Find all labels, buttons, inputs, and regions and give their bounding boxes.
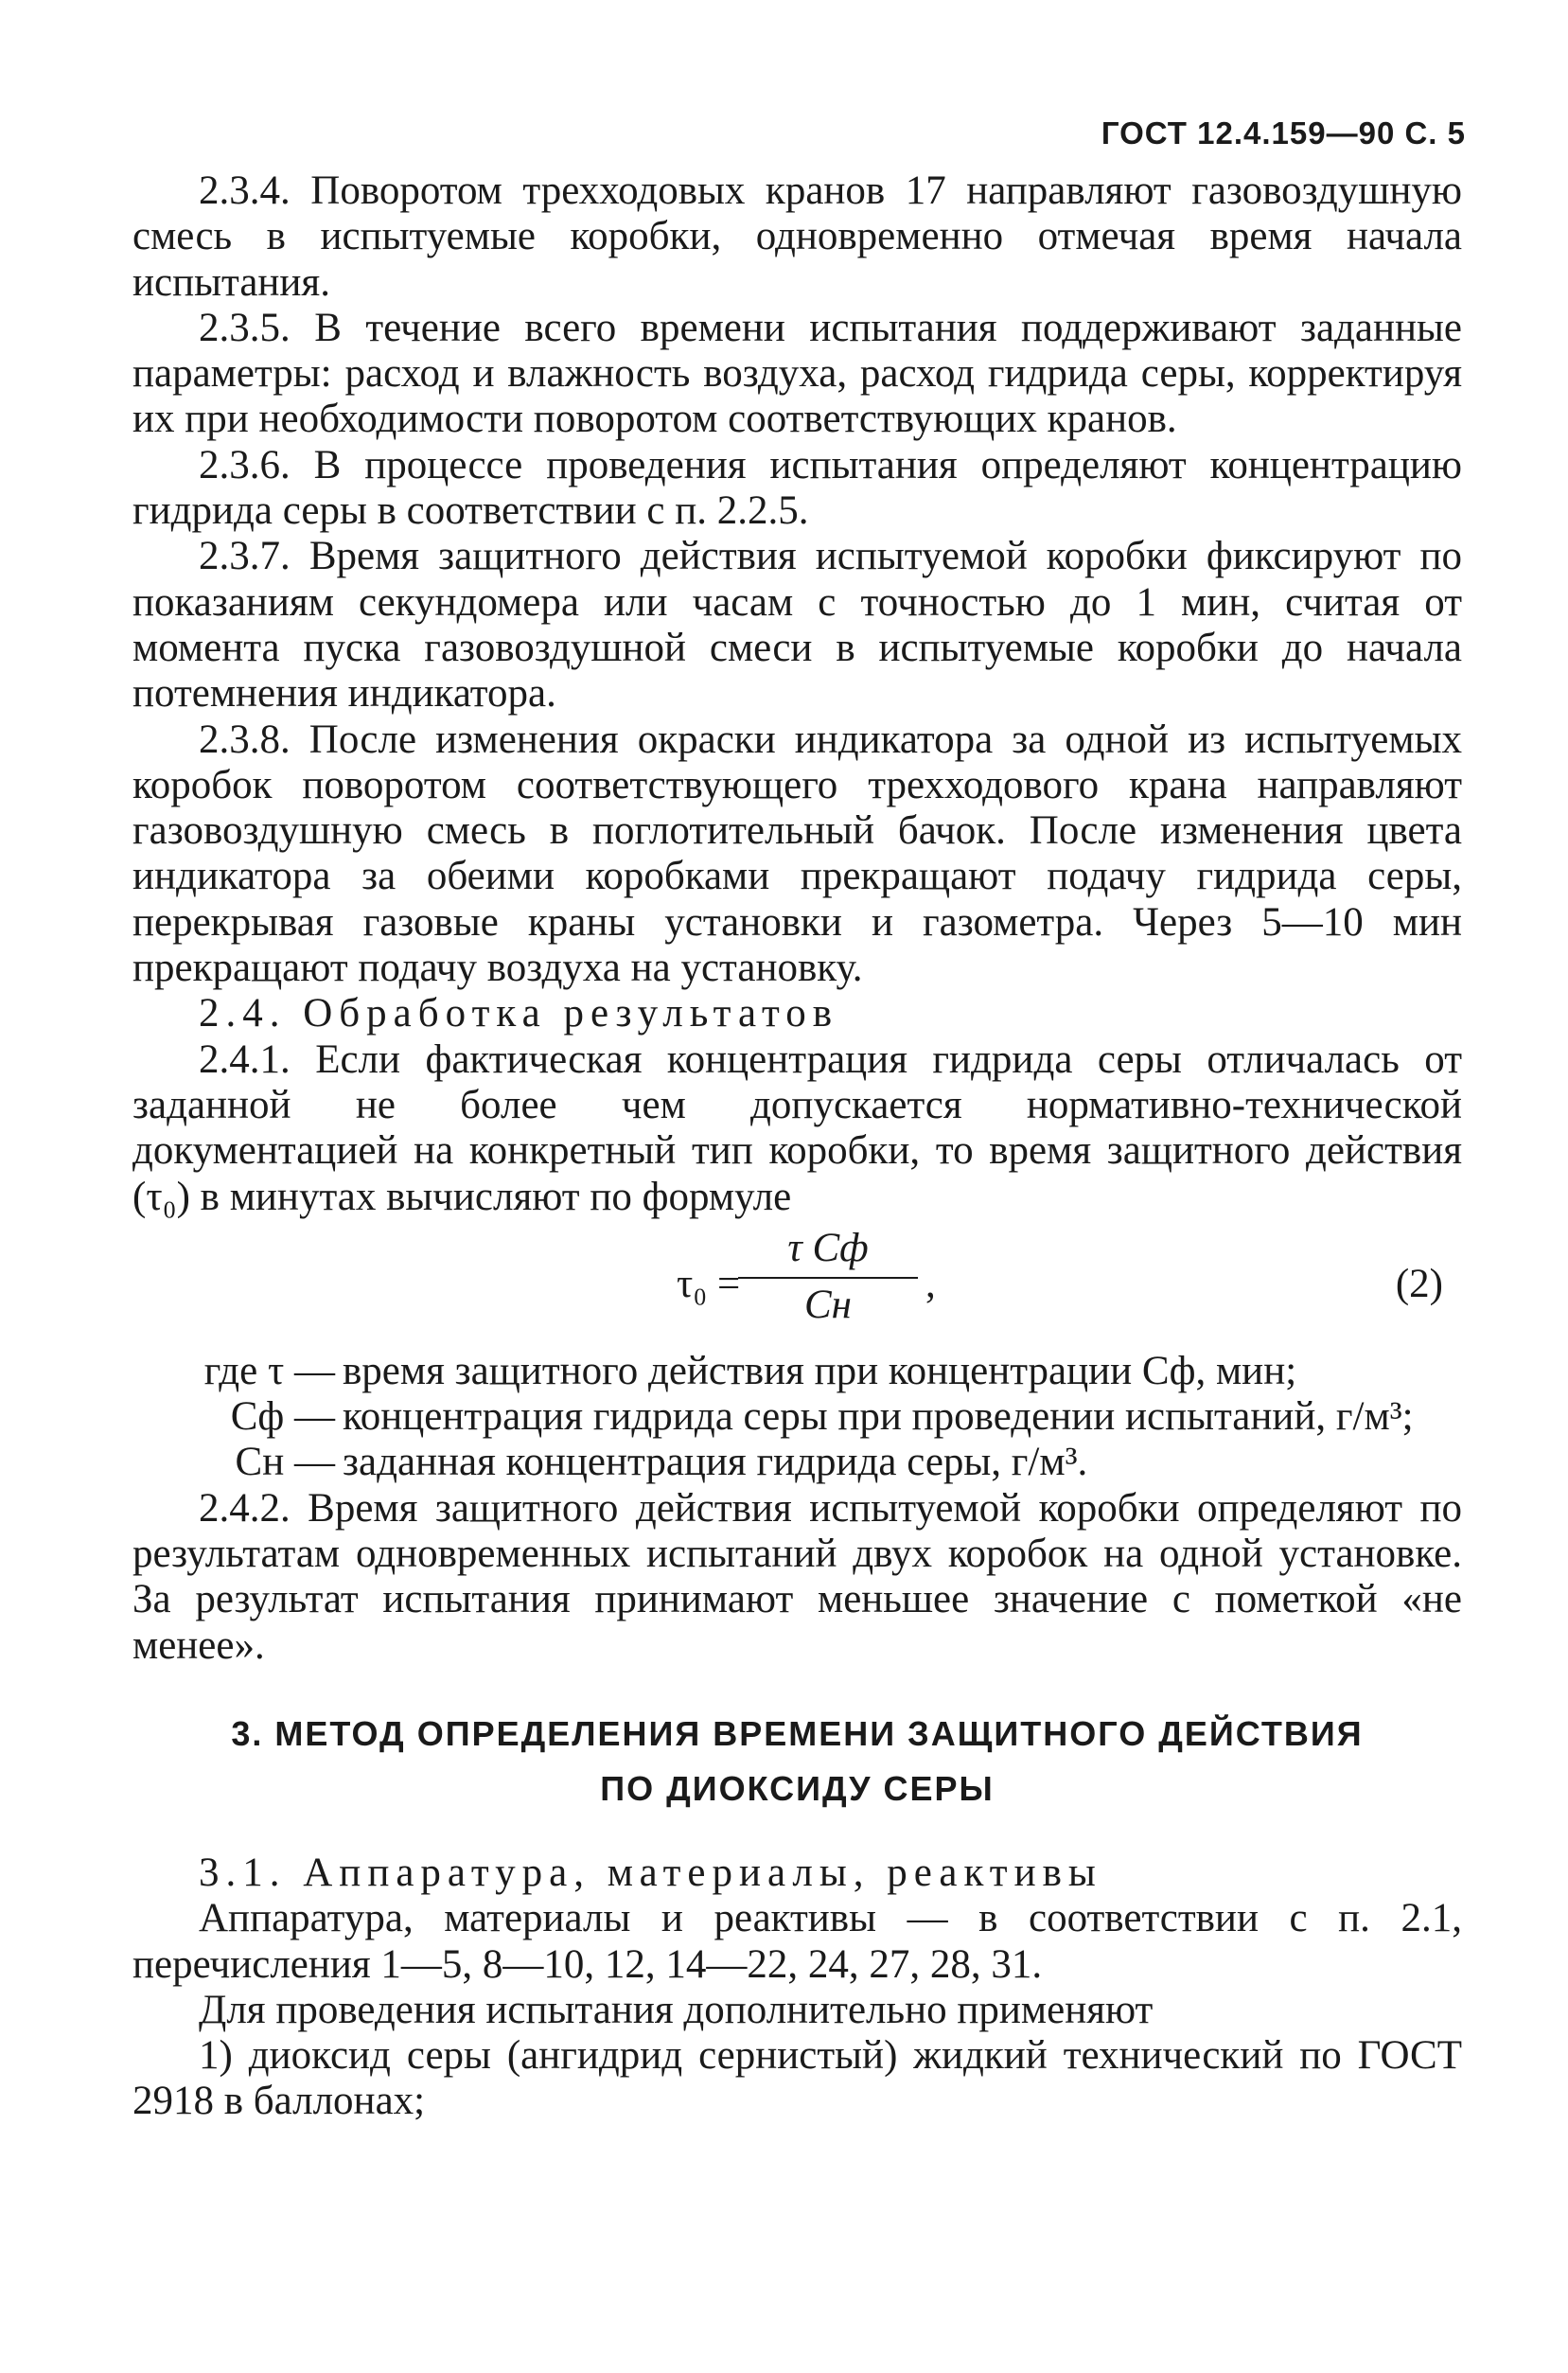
heading-3-1: 3.1. Аппаратура, материалы, реактивы (199, 1850, 1102, 1895)
formula-legend (132, 1349, 1462, 1486)
page-header: ГОСТ 12.4.159—90 С. 5 (1101, 115, 1466, 151)
legend-symbol: где τ — (203, 1348, 335, 1393)
formula-denominator: Cн (803, 1282, 852, 1327)
paragraph-2-3-4: 2.3.4. Поворотом трехходовых кранов 17 направляют газовоздушную смесь в испытуемые коробки, одновременно отмечая время начала испытания. (132, 168, 1462, 305)
legend-symbol: Cф — (230, 1394, 335, 1440)
legend-row (132, 1440, 1462, 1485)
formula-comma: , (925, 1261, 936, 1306)
legend-text: время защитного действия при концентрации Cф, мин; (343, 1348, 1297, 1393)
legend-text: заданная концентрация гидрида серы, г/м³. (343, 1440, 1088, 1485)
formula-2 (132, 1226, 1462, 1349)
legend-symbol: Cн — (235, 1440, 335, 1485)
formula-fraction (738, 1226, 918, 1328)
document-body (132, 168, 1462, 2125)
paragraph-2-4-2: 2.4.2. Время защитного действия испытуемой коробки определяют по результатам одновременных испытаний двух коробок на одной установке. За результат испытания принимают меньшее значение с пометкой «не менее». (132, 1485, 1462, 1668)
section-3-title-line1: 3. МЕТОД ОПРЕДЕЛЕНИЯ ВРЕМЕНИ ЗАЩИТНОГО ДЕЙСТВИЯ (231, 1713, 1364, 1753)
section-3-title (132, 1707, 1462, 1816)
legend-row (132, 1394, 1462, 1440)
list-item-1: 1) диоксид серы (ангидрид сернистый) жидкий технический по ГОСТ 2918 в баллонах; (132, 2033, 1462, 2124)
legend-text: концентрация гидрида серы при проведении испытаний, г/м³; (343, 1394, 1414, 1440)
formula-numerator: τ Cф (787, 1225, 869, 1270)
section-3-title-line2: ПО ДИОКСИДУ СЕРЫ (600, 1768, 995, 1808)
paragraph-2-4-1: 2.4.1. Если фактическая концентрация гидрида серы отличалась от заданной не более чем допускается нормативно-технической документацией на конкретный тип коробки, то время защитного действия (τ₀) в минутах вычисляют по формуле (132, 1036, 1462, 1219)
paragraph-3-1-b: Для проведения испытания дополнительно применяют (199, 1987, 1154, 2032)
paragraph-2-3-7: 2.3.7. Время защитного действия испытуемой коробки фиксируют по показаниям секундомера или часам с точностью до 1 мин, считая от момента пуска газовоздушной смеси в испытуемые коробки до начала потемнения индикатора. (132, 534, 1462, 717)
paragraph-2-3-6: 2.3.6. В процессе проведения испытания определяют концентрацию гидрида серы в соответствии с п. 2.2.5. (132, 442, 1462, 534)
legend-row (132, 1349, 1462, 1394)
formula-lhs: τ₀ = (677, 1261, 741, 1306)
fraction-bar (738, 1277, 918, 1279)
formula-number: (2) (1395, 1261, 1443, 1306)
heading-2-4: 2.4. Обработка результатов (199, 991, 838, 1036)
paragraph-2-3-5: 2.3.5. В течение всего времени испытания поддерживают заданные параметры: расход и влажность воздуха, расход гидрида серы, корректируя их при необходимости поворотом соответствующих кранов. (132, 305, 1462, 442)
paragraph-2-3-8: 2.3.8. После изменения окраски индикатора за одной из испытуемых коробок поворотом соответствующего трехходового крана направляют газовоздушную смесь в поглотительный бачок. После изменения цвета индикатора за обеими коробками прекращают подачу гидрида серы, перекрывая газовые краны установки и газометра. Через 5—10 мин прекращают подачу воздуха на установку. (132, 717, 1462, 991)
paragraph-3-1-a: Аппаратура, материалы и реактивы — в соответствии с п. 2.1, перечисления 1—5, 8—10, 12, 14—22, 24, 27, 28, 31. (132, 1896, 1462, 1987)
